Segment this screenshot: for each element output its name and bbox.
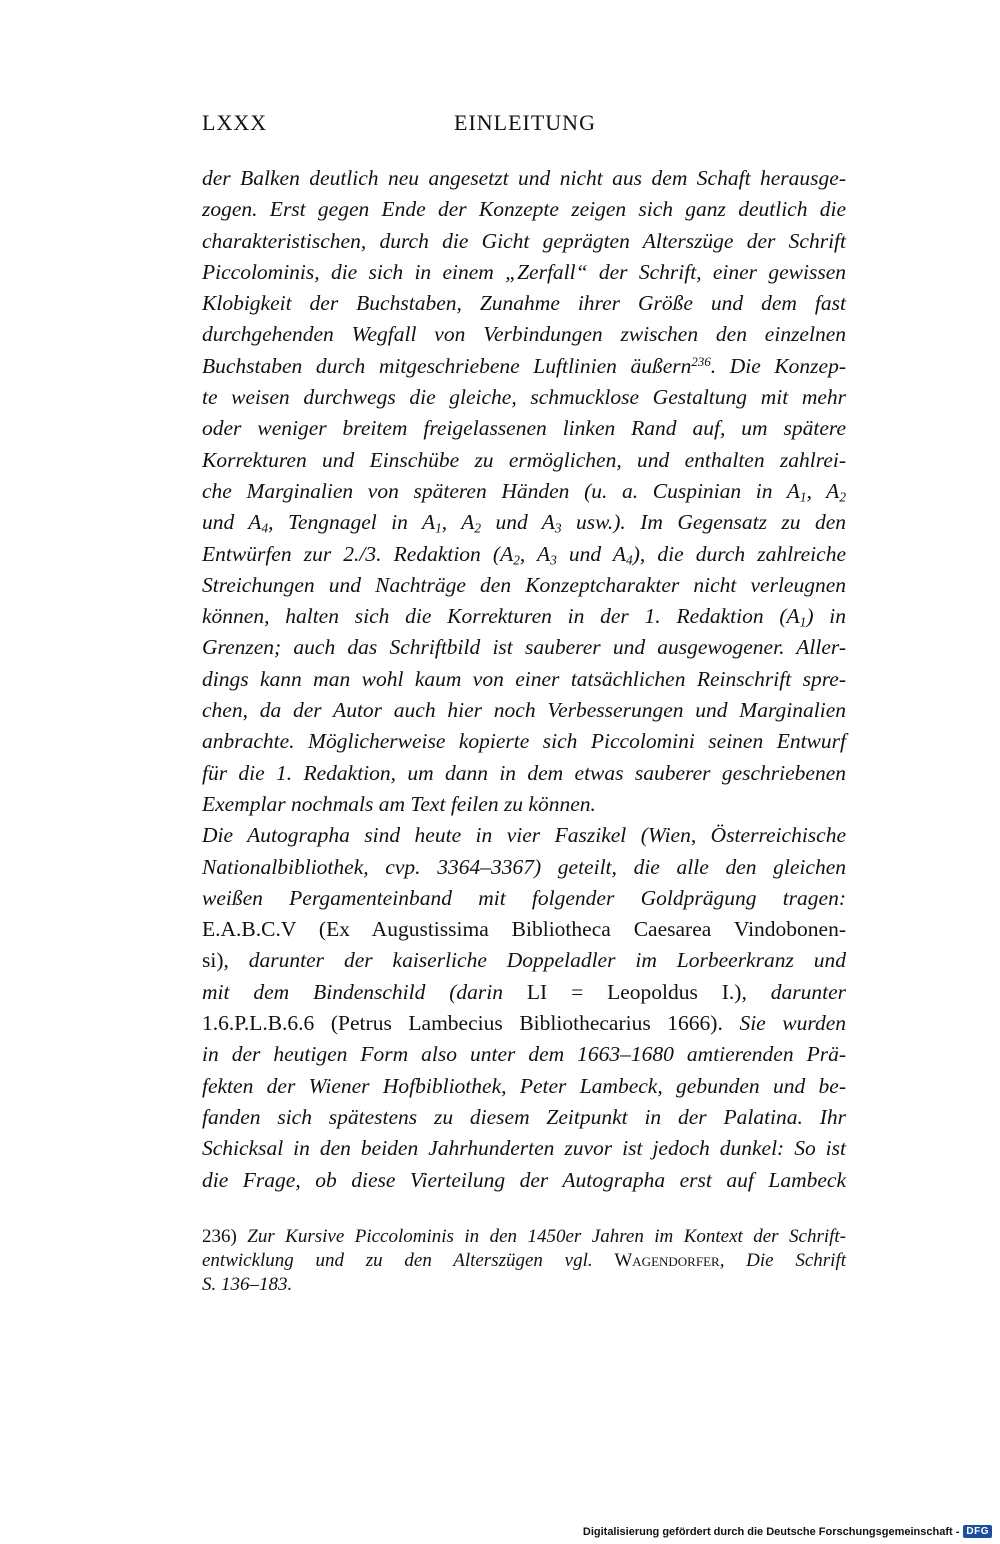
text-line: E.A.B.C.V (Ex Augustissima Bibliotheca Caesarea Vindobonen- [202, 917, 846, 942]
footnote-line: 236) Zur Kursive Piccolominis in den 1450er Jahren im Kontext der Schrift- [202, 1226, 847, 1247]
text-line: chen, da der Autor auch hier noch Verbesserungen und Marginalien [202, 698, 846, 723]
text-line: te weisen durchwegs die gleiche, schmucklose Gestaltung mit mehr [202, 385, 846, 410]
text-line: Streichungen und Nachträge den Konzeptcharakter nicht verleugnen [202, 572, 846, 597]
text-line: Entwürfen zur 2./3. Redaktion ($A_2$, $A_3$ und $A_4$), die durch zahlreiche [202, 541, 846, 567]
footnote-number: 236) [202, 1226, 237, 1247]
text-line: können, halten sich die Korrekturen in der 1. Redaktion $(A_1)$ in [202, 604, 846, 630]
footnote-line: S. 136–183. [202, 1274, 293, 1295]
text-line: und $A_4$, Tengnagel in $A_1$, $A_2$ und $A_3$ usw.). Im Gegensatz zu den [202, 510, 847, 536]
text-line: weißen Pergamenteinband mit folgender Goldprägung tragen: [202, 885, 846, 910]
page-number: LXXX [202, 110, 268, 135]
dfg-logo-icon: DFG [963, 1525, 992, 1538]
text-line: Die Autographa sind heute in vier Faszikel (Wien, Österreichische [202, 823, 846, 848]
credit-text: Digitalisierung gefördert durch die Deutsche Forschungsgemeinschaft - [582, 1525, 960, 1538]
text-line: die Frage, ob diese Vierteilung der Autographa erst auf Lambeck [202, 1167, 846, 1192]
text-line: fekten der Wiener Hofbibliothek, Peter Lambeck, gebunden und be- [202, 1073, 846, 1098]
text-line: für die 1. Redaktion, um dann in dem etwas sauberer geschriebenen [202, 760, 846, 785]
footnote-ref: 236 [691, 354, 711, 369]
text-line: dings kann man wohl kaum von einer tatsächlichen Reinschrift spre- [202, 666, 846, 691]
text-line: Schicksal in den beiden Jahrhunderten zuvor ist jedoch dunkel: So ist [202, 1136, 846, 1161]
text-line: der Balken deutlich neu angesetzt und nicht aus dem Schaft herausge- [202, 166, 846, 190]
text-line: si), darunter der kaiserliche Doppeladler im Lorbeerkranz und [202, 948, 847, 973]
text-line: Buchstaben durch mitgeschriebene Luftlinien äußern$^{236}$. Die Konzep- [202, 353, 847, 378]
text-line: Exemplar nochmals am Text feilen zu können. [202, 791, 596, 816]
text-line: 1.6.P.L.B.6.6 (Petrus Lambecius Bibliothecarius 1666). Sie wurden [202, 1011, 847, 1036]
footnote-line: entwicklung und zu den Alterszügen vgl. Wagendorfer, Die Schrift [202, 1250, 846, 1271]
footnote [202, 1225, 846, 1297]
text-line: anbrachte. Möglicherweise kopierte sich Piccolomini seinen Entwurf [202, 729, 846, 754]
text-line: Grenzen; auch das Schriftbild ist sauberer und ausgewogener. Aller- [202, 635, 846, 660]
text-line: fanden sich spätestens zu diesem Zeitpunkt in der Palatina. Ihr [202, 1104, 846, 1129]
text-line: oder weniger breitem freigelassenen linken Rand auf, um spätere [202, 416, 846, 441]
text-line: durchgehenden Wegfall von Verbindungen zwischen den einzelnen [202, 322, 846, 347]
text-line: Nationalbibliothek, cvp. 3364–3367) geteilt, die alle den gleichen [202, 854, 846, 879]
text-line: Klobigkeit der Buchstaben, Zunahme ihrer Größe und dem fast [202, 291, 846, 316]
running-head [202, 110, 846, 140]
text-line: Korrekturen und Einschübe zu ermöglichen, und enthalten zahlrei- [202, 447, 846, 472]
running-title: EINLEITUNG [454, 110, 596, 135]
text-line: mit dem Bindenschild (darin LI = Leopoldus I.), darunter [202, 979, 846, 1004]
text-line: che Marginalien von späteren Händen (u. a. Cuspinian in $A_1$, $A_2$ [202, 478, 846, 505]
body-text [202, 163, 846, 1196]
text-line: in der heutigen Form also unter dem 1663–1680 amtierenden Prä- [202, 1042, 846, 1067]
text-line: zogen. Erst gegen Ende der Konzepte zeigen sich ganz deutlich die [202, 197, 846, 222]
text-line: Piccolominis, die sich in einem „Zerfall“ der Schrift, einer gewissen [202, 259, 846, 284]
digitization-credit [583, 1525, 992, 1538]
text-line: charakteristischen, durch die Gicht geprägten Alterszüge der Schrift [202, 228, 846, 253]
